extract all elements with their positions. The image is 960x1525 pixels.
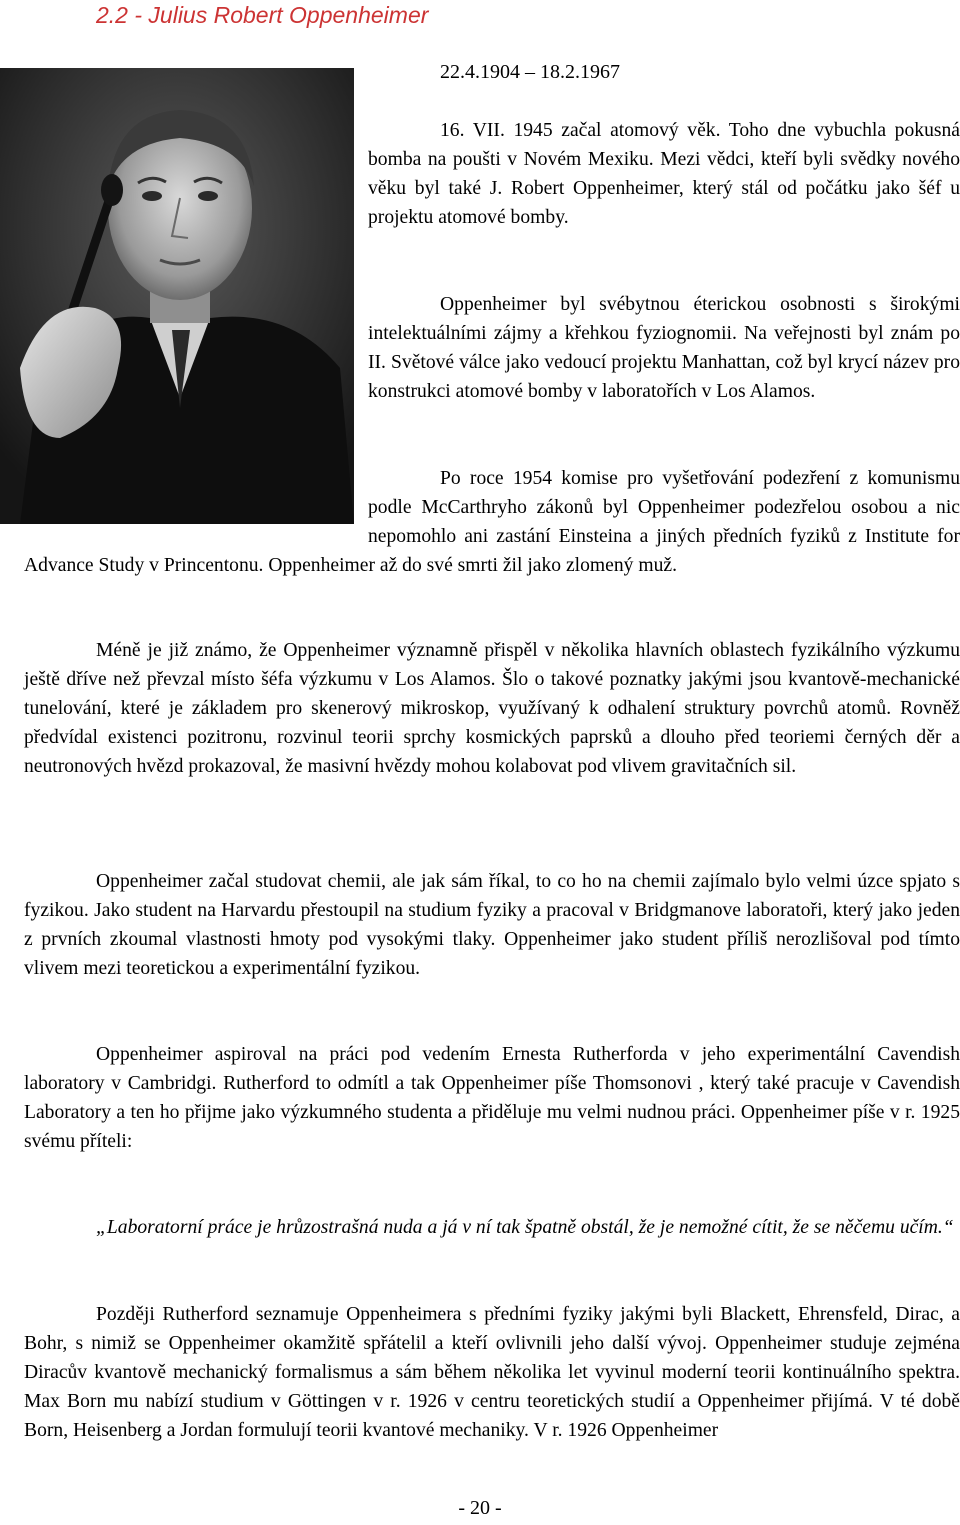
portrait-photo <box>0 68 354 524</box>
paragraph-eteric-personality: Oppenheimer byl svébytnou éterickou osobnosti s širokými intelektuálními zájmy a křehkou fyziognomii. Na veřejnosti byl znám po II. Světové válce jako vedoucí projektu Manhattan, což byl krycí název pro konstrukci atomové bomby v laboratořích v Los Alamos. <box>368 294 960 402</box>
life-dates: 22.4.1904 – 18.2.1967 <box>440 61 620 83</box>
paragraph-cambridge: Oppenheimer aspiroval na práci pod vedením Ernesta Rutherforda v jeho experimentální Cavendish laboratory v Cambridgi. Rutherford to odmítl a tak Oppenheimer píše Thomsonovi , který také pracuje v Cavendish Laboratory a ten ho přijme jako výzkumného studenta a přiděluje mu velmi nudnou práci. Oppenheimer píše v r. 1925 svému příteli: <box>24 1044 960 1152</box>
photo-wrap-space <box>24 464 368 551</box>
paragraph-1945: 16. VII. 1945 začal atomový věk. Toho dne vybuchla pokusná bomba na poušti v Novém Mexiku. Mezi vědci, kteří byli svědky nového věku byl také J. Robert Oppenheimer, který stál od počátku jako šéf u projektu atomové bomby. <box>368 120 960 228</box>
quote-laboratory: „Laboratorní práce je hrůzostrašná nuda a já v ní tak špatně obstál, že je nemožné cítit, že se něčemu učím.“ <box>96 1217 954 1238</box>
page-number: - 20 - <box>458 1497 502 1519</box>
paragraph-1954-wrapper <box>24 464 960 580</box>
paragraph-1954: Po roce 1954 komise pro vyšetřování podezření z komunismu podle McCarthryho zákonů byl Oppenheimer podezřelou osobou a nic nepomohlo ani zastání Einsteina a jiných předních fyziků z Institute for Advance Study v Princentonu. Oppenheimer až do své smrti žil jako zlomený muž. <box>24 468 960 576</box>
section-heading: 2.2 - Julius Robert Oppenheimer <box>96 2 429 28</box>
paragraph-later: Později Rutherford seznamuje Oppenheimera s předními fyziky jakými byli Blackett, Ehrensfeld, Dirac, a Bohr, s nimiž se Oppenheimer okamžitě spřátelil a kteří ovlivnili jeho další vývoj. Oppenheimer studuje zejména Diracův kvantově mechanický formalismus a sám během několika let vyvinul moderní teorii kontinuálního spektra. Max Born mu nabízí studium v Göttingen v r. 1926 v centru teoretických studií a Oppenheimer přijímá. V té době Born, Heisenberg a Jordan formulují teorii kvantové mechaniky. V r. 1926 Oppenheimer <box>24 1304 960 1441</box>
paragraph-contributions: Méně je již známo, že Oppenheimer významně přispěl v několika hlavních oblastech fyzikálního výzkumu ještě dříve než převzal místo šéfa výzkumu v Los Alamos. Šlo o takové poznatky jakými jsou kvantově-mechanické tunelování, které je základem pro skenerový mikroskop, využívaný k odhalení struktury povrchů atomů. Rovněž předvídal existenci pozitronu, rozvinul teorii sprchy kosmických paprsků a dlouho před teoriemi černých děr a neutronových hvězd prokazoval, že masivní hvězdy mohou kolabovat pod vlivem gravitačních sil. <box>24 640 960 777</box>
paragraph-chemistry: Oppenheimer začal studovat chemii, ale jak sám říkal, to co ho na chemii zajímalo bylo velmi úzce spjato s fyzikou. Jako student na Harvardu přestoupil na studium fyziky a pracoval v Bridgmanove laboratoři, který jako jeden z prvních zkoumal vlastnosti hmoty pod vysokými tlaky. Oppenheimer jako student příliš nerozlišoval pod tímto vlivem mezi teoretickou a experimentální fyzikou. <box>24 871 960 979</box>
